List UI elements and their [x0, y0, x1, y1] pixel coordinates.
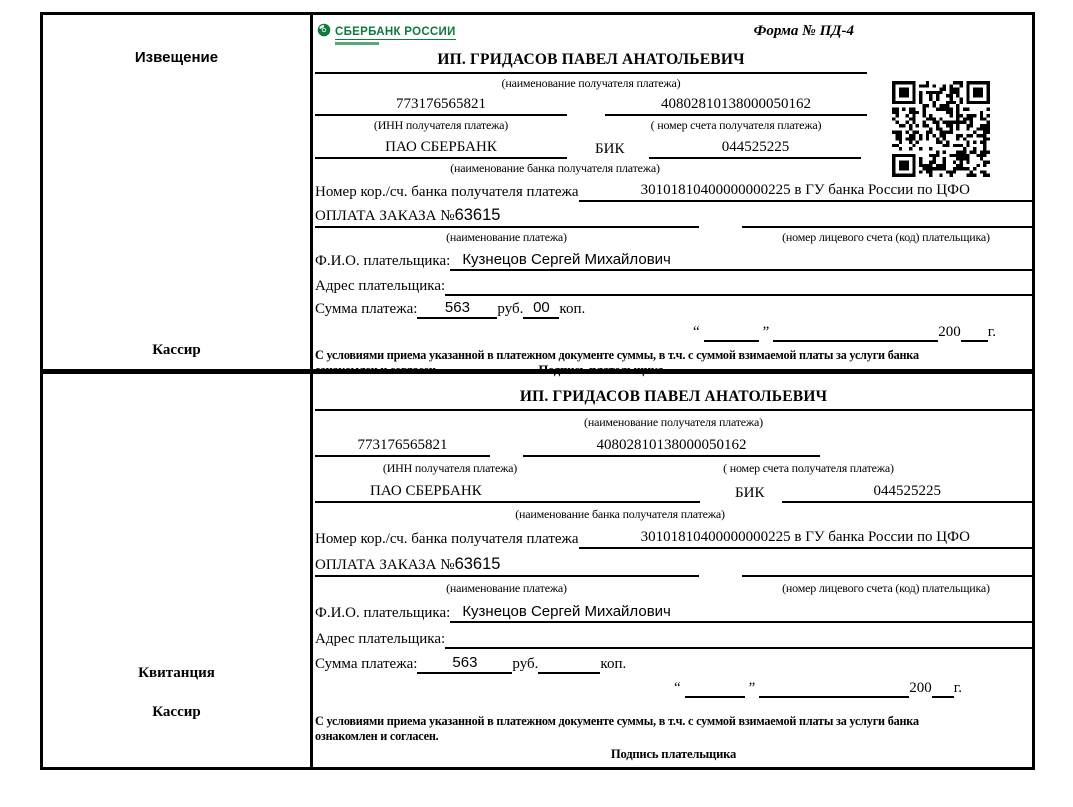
payer-fio-row — [315, 602, 1032, 623]
inn-value: 773176565821 — [315, 95, 567, 116]
bank-row — [315, 482, 1032, 503]
payment-name-hint: (наименование платежа) — [446, 230, 567, 244]
personal-account-hint: (номер лицевого счета (код) плательщика) — [782, 581, 990, 595]
payment-name-hints — [315, 230, 1032, 245]
year-suffix: г. — [987, 324, 996, 340]
payer-fio-field — [450, 602, 1032, 623]
receipt-title: Квитанция — [138, 665, 215, 681]
agreement-block — [315, 714, 1032, 762]
payer-address-row — [315, 275, 1032, 296]
recipient-name-hint: (наименование получателя платежа) — [584, 415, 763, 429]
payment-name-value: ОПЛАТА ЗАКАЗА № — [315, 208, 455, 224]
bik-value: 044525225 — [782, 482, 1032, 503]
personal-account-hint: (номер лицевого счета (код) плательщика) — [782, 230, 990, 244]
sum-kop-value: 00 — [523, 298, 559, 319]
quote-open: “ — [692, 324, 700, 340]
year-suffix: г. — [953, 680, 962, 696]
date-month-field — [759, 696, 909, 698]
bik-label: БИК — [735, 485, 765, 501]
agreement-line2: ознакомлен и согласен. — [315, 729, 439, 743]
recipient-name: ИП. ГРИДАСОВ ПАВЕЛ АНАТОЛЬЕВИЧ — [315, 51, 867, 74]
quote-close: ” — [748, 680, 756, 696]
date-year-field — [932, 696, 954, 698]
inn-value: 773176565821 — [315, 436, 490, 457]
account-hint: ( номер счета получателя платежа) — [650, 118, 822, 132]
quote-open: “ — [673, 680, 681, 696]
bik-value: 044525225 — [649, 138, 861, 159]
recipient-name-hint: (наименование получателя платежа) — [501, 76, 681, 90]
year-prefix: 200 — [909, 680, 932, 696]
sberbank-logo — [317, 22, 456, 45]
payment-name-field — [315, 555, 699, 577]
recipient-name: ИП. ГРИДАСОВ ПАВЕЛ АНАТОЛЬЕВИЧ — [315, 388, 1032, 411]
receipt-stub-column — [43, 374, 313, 767]
sum-kop-value — [538, 653, 600, 674]
date-month-field — [773, 340, 938, 342]
notice-main — [313, 15, 1032, 377]
rub-label: руб. — [512, 656, 539, 672]
payer-address-label: Адрес плательщика: — [315, 631, 446, 647]
bik-label: БИК — [595, 141, 625, 157]
payment-name-field — [315, 206, 699, 228]
form-number: Форма № ПД-4 — [753, 23, 854, 39]
korr-row — [315, 528, 1032, 549]
section-receipt — [40, 372, 1035, 770]
payer-fio-label: Ф.И.О. плательщика: — [315, 605, 451, 621]
payment-name-row — [315, 555, 1032, 577]
agreement-line1: С условиями приема указанной в платежном документе суммы, в т.ч. с суммой взимаемой платы за услуги банка — [315, 714, 919, 728]
sum-row — [315, 653, 1032, 674]
payer-fio-value: Кузнецов Сергей Михайлович — [462, 603, 671, 620]
notice-stub-column — [43, 15, 313, 369]
qr-code — [892, 81, 990, 177]
notice-cashier-label: Кассир — [152, 342, 201, 358]
payer-fio-row — [315, 250, 1032, 271]
payment-form-pd4 — [40, 12, 1035, 770]
date-day-field — [685, 696, 745, 698]
account-value: 40802810138000050162 — [605, 95, 867, 116]
account-hint: ( номер счета получателя платежа) — [723, 461, 894, 475]
notice-logo-row — [315, 21, 1032, 51]
payment-name-value: ОПЛАТА ЗАКАЗА № — [315, 557, 455, 573]
korr-account-label: Номер кор./сч. банка получателя платежа — [315, 184, 579, 200]
notice-title: Извещение — [134, 49, 219, 66]
payer-fio-label: Ф.И.О. плательщика: — [315, 253, 451, 269]
rub-label: руб. — [497, 301, 524, 317]
personal-account-field — [742, 575, 1032, 577]
bank-name-hint: (наименование банка получателя платежа) — [450, 161, 660, 175]
payer-address-row — [315, 628, 1032, 649]
recipient-ids-row — [315, 436, 1032, 457]
order-number-value: 63615 — [454, 555, 501, 573]
sum-rub-value: 563 — [417, 653, 512, 674]
payment-sum-label: Сумма платежа: — [315, 301, 418, 317]
kop-label: коп. — [600, 656, 627, 672]
bank-name-hint: (наименование банка получателя платежа) — [515, 507, 725, 521]
bank-name-value: ПАО СБЕРБАНК — [315, 482, 700, 503]
korr-row — [315, 181, 1032, 202]
year-prefix: 200 — [938, 324, 961, 340]
sum-row — [315, 298, 1032, 319]
sum-rub-value: 563 — [417, 298, 497, 319]
payer-address-label: Адрес плательщика: — [315, 278, 446, 294]
account-value: 40802810138000050162 — [523, 436, 820, 457]
date-row — [315, 679, 1032, 698]
payer-address-field — [445, 628, 1032, 649]
payer-fio-value: Кузнецов Сергей Михайлович — [462, 251, 671, 268]
bank-name-value: ПАО СБЕРБАНК — [315, 138, 567, 159]
section-notice — [40, 12, 1035, 377]
payment-name-row — [315, 206, 1032, 228]
bank-logo-text: СБЕРБАНК РОССИИ — [335, 26, 456, 38]
date-row — [315, 323, 1032, 342]
inn-hint: (ИНН получателя платежа) — [382, 461, 518, 475]
payer-signature-label: Подпись плательщика — [610, 747, 737, 761]
payer-signature-label: Подпись плательщика — [538, 363, 664, 377]
agreement-line2: ознакомлен и согласен. — [315, 363, 439, 377]
payment-sum-label: Сумма платежа: — [315, 656, 418, 672]
sberbank-emblem-icon — [317, 23, 331, 37]
payer-address-field — [445, 275, 1032, 296]
inn-hint: (ИНН получателя платежа) — [373, 118, 509, 132]
payment-name-hint: (наименование платежа) — [446, 581, 567, 595]
korr-account-value: 30101810400000000225 в ГУ банка России по ЦФО — [579, 528, 1032, 549]
payment-name-hints — [315, 581, 1032, 596]
agreement-line1: С условиями приема указанной в платежном документе суммы, в т.ч. с суммой взимаемой платы за услуги банка — [315, 348, 919, 362]
receipt-main — [313, 374, 1032, 767]
payer-fio-field — [450, 250, 1032, 271]
order-number-value: 63615 — [454, 206, 501, 224]
date-year-field — [961, 340, 988, 342]
personal-account-field — [742, 226, 1032, 228]
quote-close: ” — [762, 324, 770, 340]
korr-account-label: Номер кор./сч. банка получателя платежа — [315, 531, 579, 547]
bank-logo-tagline-strip — [335, 42, 379, 45]
payer-address-value — [445, 276, 461, 293]
date-day-field — [704, 340, 759, 342]
payer-address-value — [445, 629, 461, 646]
recipient-ids-hints — [315, 461, 1032, 476]
korr-account-value: 30101810400000000225 в ГУ банка России по ЦФО — [579, 181, 1032, 202]
kop-label: коп. — [559, 301, 586, 317]
receipt-cashier-label: Кассир — [152, 704, 201, 720]
